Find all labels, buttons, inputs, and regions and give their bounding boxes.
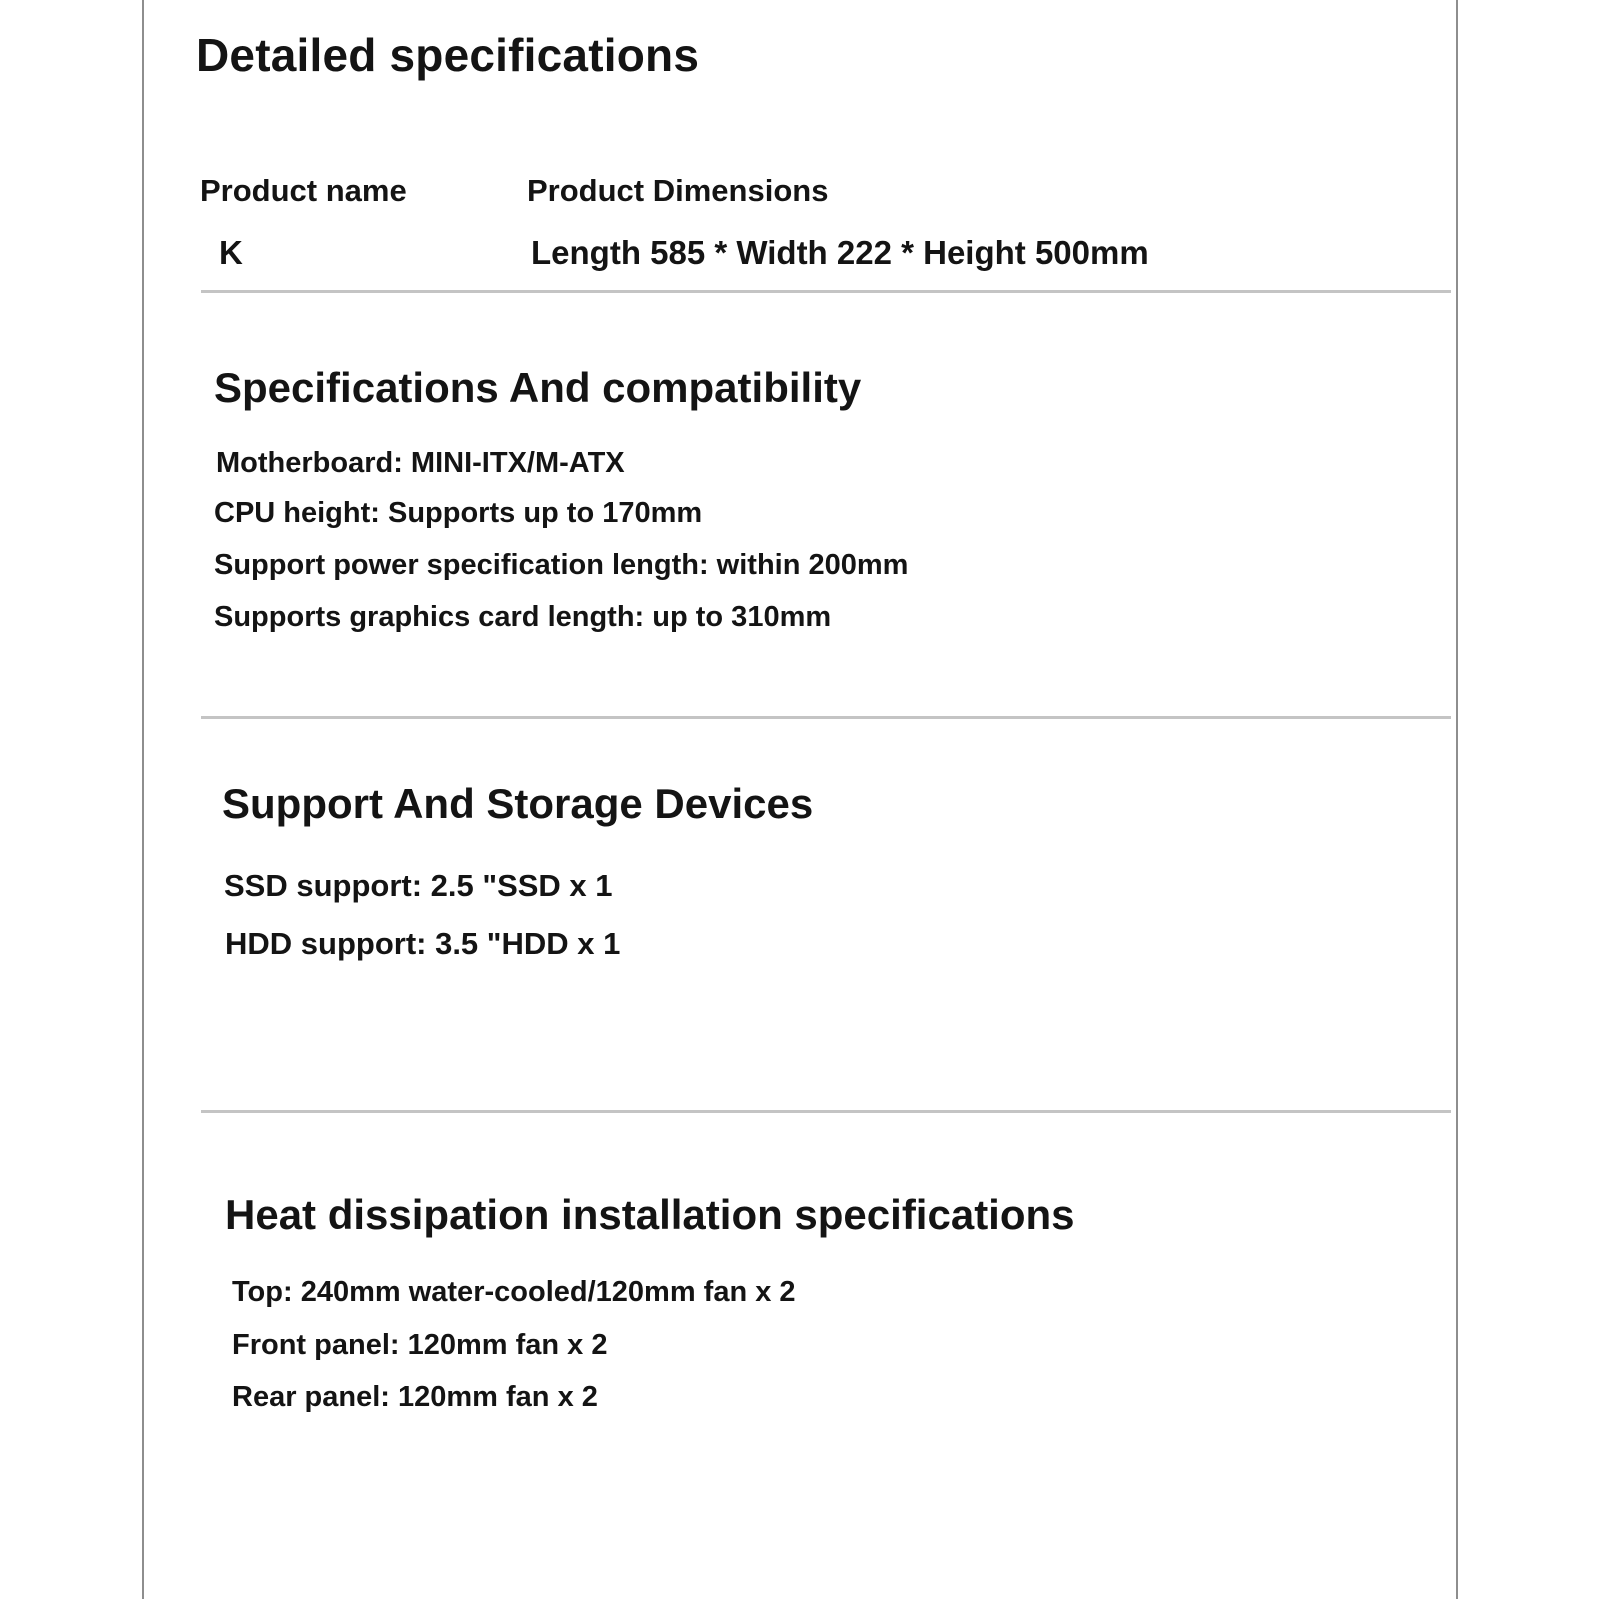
section-divider	[201, 1110, 1451, 1113]
cooling-item-top: Top: 240mm water-cooled/120mm fan x 2	[232, 1276, 796, 1308]
storage-item-ssd: SSD support: 2.5 "SSD x 1	[224, 868, 613, 903]
spec-item-power-length: Support power specification length: within 200mm	[214, 549, 909, 581]
spec-item-motherboard: Motherboard: MINI-ITX/M-ATX	[216, 447, 625, 479]
section-divider	[201, 290, 1451, 293]
section-divider	[201, 716, 1451, 719]
product-dimensions-value: Length 585 * Width 222 * Height 500mm	[531, 234, 1149, 271]
page-title: Detailed specifications	[196, 29, 700, 81]
cooling-item-rear: Rear panel: 120mm fan x 2	[232, 1381, 598, 1413]
section-title-heat-dissipation: Heat dissipation installation specifications	[225, 1191, 1075, 1238]
section-title-compatibility: Specifications And compatibility	[214, 364, 862, 411]
spec-item-cpu-height: CPU height: Supports up to 170mm	[214, 497, 703, 529]
product-name-header: Product name	[200, 173, 407, 208]
cooling-item-front: Front panel: 120mm fan x 2	[232, 1329, 608, 1361]
section-title-storage: Support And Storage Devices	[222, 780, 814, 827]
storage-item-hdd: HDD support: 3.5 "HDD x 1	[225, 926, 621, 961]
product-dimensions-header: Product Dimensions	[527, 173, 829, 208]
spec-item-gpu-length: Supports graphics card length: up to 310mm	[214, 601, 832, 633]
product-name-value: K	[219, 234, 243, 271]
left-border	[142, 0, 144, 1599]
right-border	[1456, 0, 1458, 1599]
